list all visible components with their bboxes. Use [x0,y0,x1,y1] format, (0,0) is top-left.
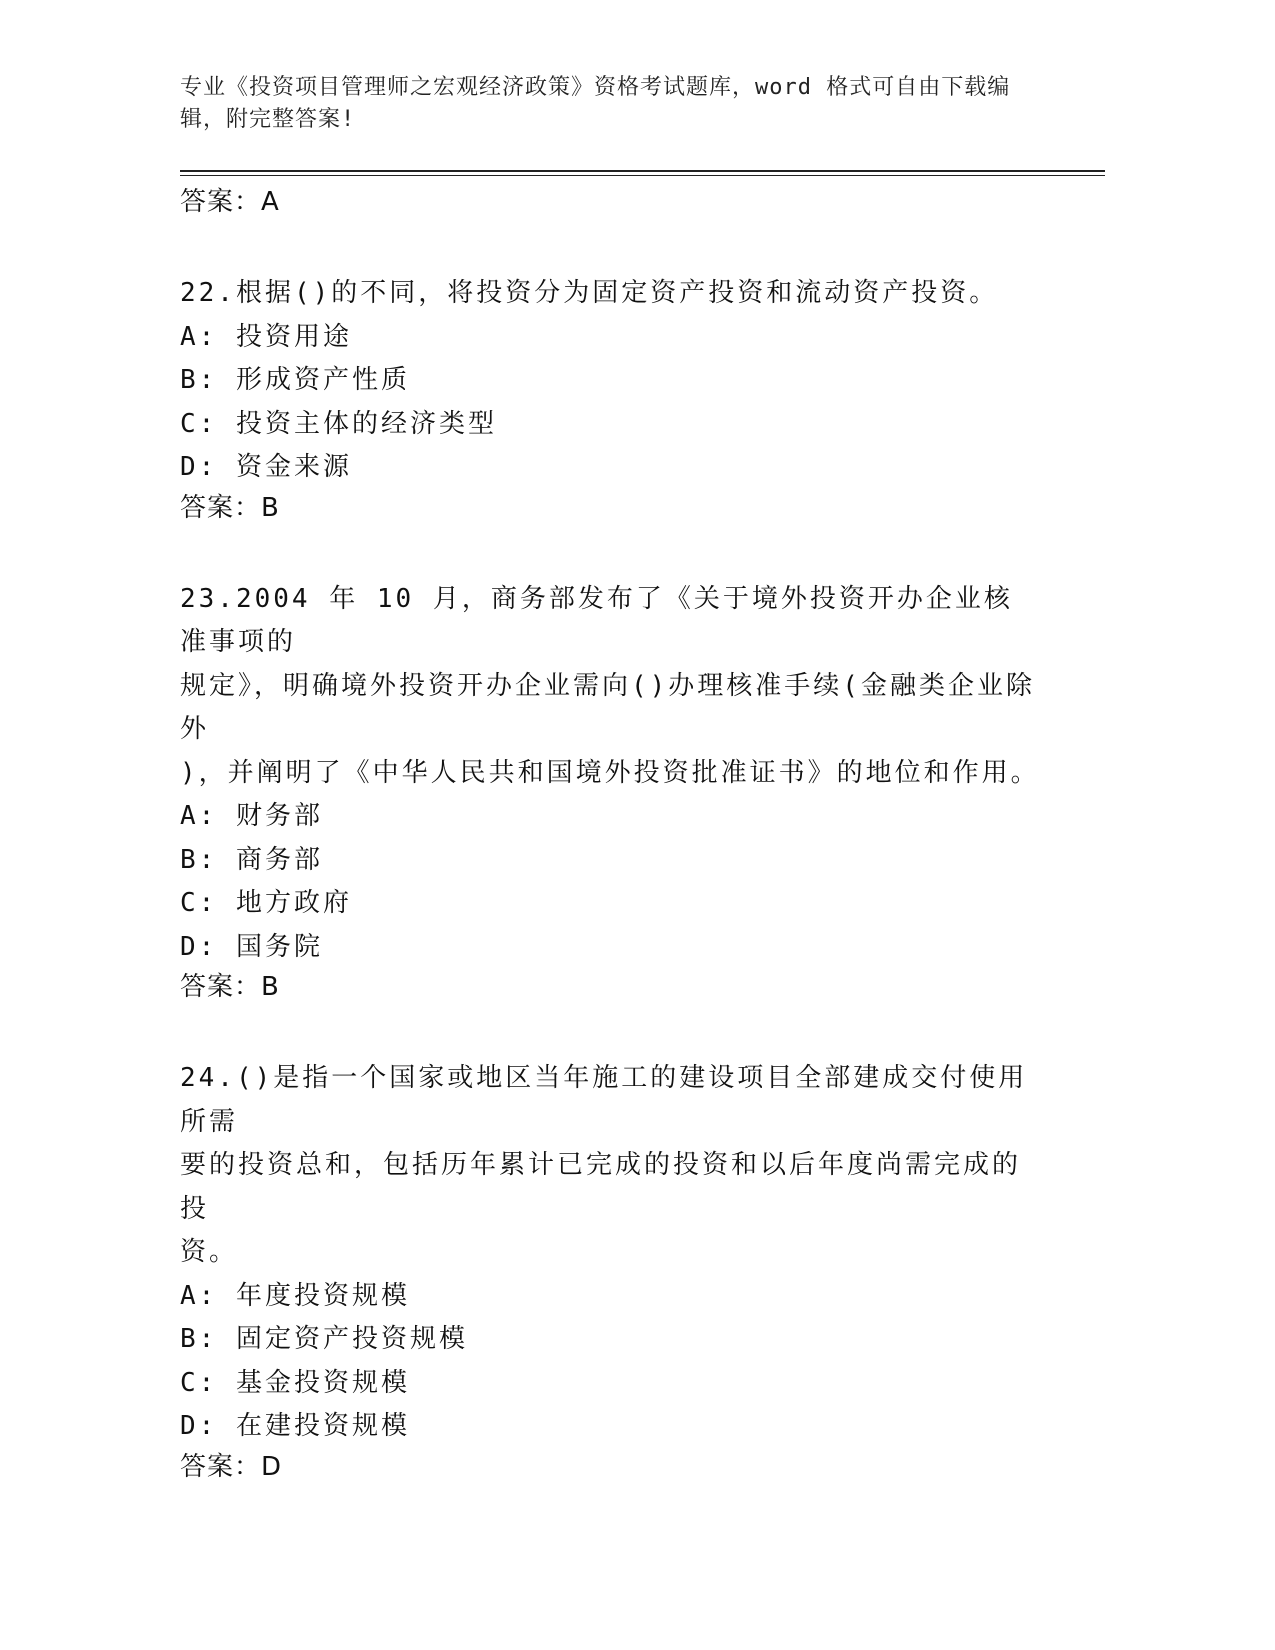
option-c: C: 投资主体的经济类型 [180,408,497,439]
question-block [180,1057,1040,1485]
question-block [180,578,1040,1006]
question-text: 资。 [180,1237,239,1267]
option-d: D: 在建投资规模 [180,1411,410,1441]
header-line-1: 专业《投资项目管理师之宏观经济政策》资格考试题库，word 格式可自由下载编 [180,75,1011,100]
question-text: 要的投资总和，包括历年累计已完成的投资和以后年度尚需完成的投 [180,1150,1022,1224]
option-d: D: 资金来源 [180,452,352,482]
question-block [180,272,1040,526]
option-b: B: 形成资产性质 [180,365,410,395]
answer-label: 答案：A [180,187,280,217]
option-c: C: 基金投资规模 [180,1367,410,1398]
answer-label: 答案：B [180,492,280,523]
question-text: 23.2004 年 10 月，商务部发布了《关于境外投资开办企业核准事项的 [180,583,1013,657]
document-header [180,72,1040,136]
option-a: A: 年度投资规模 [180,1280,410,1311]
question-text: )，并阐明了《中华人民共和国境外投资批准证书》的地位和作用。 [180,757,1040,788]
option-b: B: 固定资产投资规模 [180,1324,468,1354]
header-divider-thin [180,175,1105,176]
option-d: D: 国务院 [180,931,323,962]
option-c: C: 地方政府 [180,888,352,918]
answer-label: 答案：D [180,1451,283,1482]
document-body [180,184,1040,1485]
option-b: B: 商务部 [180,844,323,875]
header-line-2: 辑，附完整答案! [180,107,356,132]
question-text: 24.()是指一个国家或地区当年施工的建设项目全部建成交付使用所需 [180,1063,1028,1137]
option-a: A: 财务部 [180,801,323,831]
question-text: 规定》，明确境外投资开办企业需向()办理核准手续(金融类企业除外 [180,670,1035,744]
answer-label: 答案：B [180,972,280,1002]
header-divider-thick [180,170,1105,172]
option-a: A: 投资用途 [180,321,352,352]
question-text: 22.根据()的不同，将投资分为固定资产投资和流动资产投资。 [180,278,999,308]
